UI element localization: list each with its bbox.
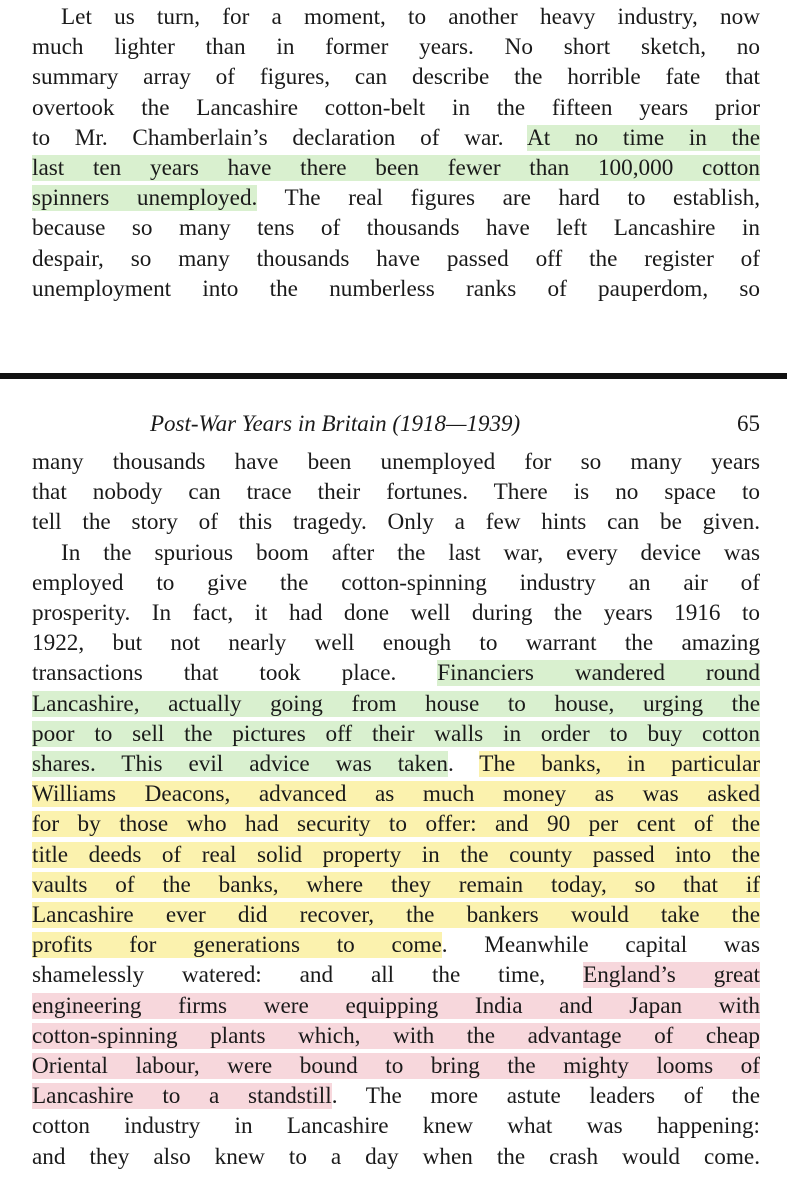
text-line <box>32 689 760 719</box>
text-line <box>32 507 760 537</box>
text-segment: much lighter than in former years. No short sketch, no <box>32 34 760 61</box>
text-segment: because so many tens of thousands have left Lancashire in <box>32 215 760 242</box>
text-segment: despair, so many thousands have passed off the register of <box>32 245 760 272</box>
text-segment: In the spurious boom after the last war, every device was <box>61 539 760 566</box>
text-segment: unemployment into the numberless ranks of pauperdom, so <box>32 275 760 302</box>
text-line <box>32 779 760 809</box>
page-header <box>32 405 760 445</box>
page-divider <box>0 373 787 379</box>
text-line <box>32 447 760 477</box>
top-page-text <box>32 0 760 304</box>
text-line <box>32 93 760 123</box>
text-line <box>32 749 760 779</box>
text-line <box>32 628 760 658</box>
text-line <box>32 568 760 598</box>
text-segment: The real figures are hard to establish, <box>257 185 760 212</box>
text-line <box>32 1021 760 1051</box>
highlight-pink: England’s great <box>583 962 760 989</box>
text-line <box>32 1142 760 1172</box>
text-segment: . Meanwhile capital was <box>441 932 760 959</box>
highlight-yellow: The banks, in particular <box>479 751 760 778</box>
text-line <box>32 2 760 32</box>
highlight-yellow: Lancashire ever did recover, the bankers would take the <box>32 902 760 929</box>
text-segment: shamelessly watered: and all the time, <box>32 962 584 989</box>
text-segment: that nobody can trace their fortunes. There is no space to <box>32 479 760 506</box>
highlight-green: spinners unemployed. <box>32 185 258 212</box>
highlight-green: last ten years have there been fewer than 100,000 cotton <box>32 155 760 182</box>
text-segment: prosperity. In fact, it had done well during the years 1916 to <box>32 600 760 627</box>
running-title: Post-War Years in Britain (1918—1939) <box>150 411 521 436</box>
highlight-green: shares. This evil advice was taken <box>32 751 448 778</box>
text-line <box>32 809 760 839</box>
highlight-yellow: title deeds of real solid property in the county passed into the <box>32 841 760 868</box>
text-segment: to Mr. Chamberlain’s declaration of war. <box>32 124 527 151</box>
highlight-pink: cotton-spinning plants which, with the advantage of cheap <box>32 1022 760 1049</box>
text-line <box>32 62 760 92</box>
text-line <box>32 213 760 243</box>
text-line <box>32 991 760 1021</box>
text-line <box>32 658 760 688</box>
highlight-yellow: vaults of the banks, where they remain today, so that if <box>32 871 760 898</box>
text-segment: tell the story of this tragedy. Only a few hints can be given. <box>32 509 760 536</box>
text-line <box>32 32 760 62</box>
highlight-yellow: profits for generations to come <box>32 932 442 959</box>
highlight-pink: Oriental labour, were bound to bring the mighty looms of <box>32 1053 760 1080</box>
highlight-yellow: Williams Deacons, advanced as much money as was asked <box>32 781 760 808</box>
highlight-green: Financiers wandered round <box>437 660 760 687</box>
text-line <box>32 930 760 960</box>
text-line <box>32 900 760 930</box>
text-line <box>32 274 760 304</box>
highlight-green: At no time in the <box>527 124 760 151</box>
highlight-green: Lancashire, actually going from house to house, urging the <box>32 690 760 717</box>
text-segment: transactions that took place. <box>32 660 438 687</box>
text-line <box>32 870 760 900</box>
text-segment: summary array of figures, can describe the horrible fate that <box>32 64 760 91</box>
highlight-pink: engineering firms were equipping India and Japan with <box>32 992 760 1019</box>
text-segment: cotton industry in Lancashire knew what was happening: <box>32 1113 760 1140</box>
text-line <box>32 153 760 183</box>
text-segment: 1922, but not nearly well enough to warrant the amazing <box>32 630 760 657</box>
text-line <box>32 719 760 749</box>
text-segment: Let us turn, for a moment, to another heavy industry, now <box>61 4 760 30</box>
text-line <box>32 598 760 628</box>
text-segment: and they also knew to a day when the crash would come. <box>32 1143 760 1170</box>
highlight-pink: Lancashire to a standstill <box>32 1083 332 1110</box>
text-line <box>32 538 760 568</box>
text-line <box>32 1111 760 1141</box>
text-line <box>32 183 760 213</box>
text-line <box>32 960 760 990</box>
bottom-page-text <box>32 445 760 1172</box>
text-line <box>32 477 760 507</box>
top-page-fragment <box>0 0 787 330</box>
text-line <box>32 244 760 274</box>
text-segment: . <box>447 751 480 778</box>
highlight-yellow: for by those who had security to offer: and 90 per cent of the <box>32 811 760 838</box>
text-segment: . The more astute leaders of the <box>331 1083 760 1110</box>
text-segment: overtook the Lancashire cotton-belt in the fifteen years prior <box>32 94 760 121</box>
text-line <box>32 1081 760 1111</box>
text-segment: many thousands have been unemployed for so many years <box>32 449 760 475</box>
highlight-green: poor to sell the pictures off their walls in order to buy cotton <box>32 720 760 747</box>
text-line <box>32 840 760 870</box>
text-line <box>32 123 760 153</box>
text-line <box>32 1051 760 1081</box>
text-segment: employed to give the cotton-spinning industry an air of <box>32 569 760 596</box>
page-number: 65 <box>737 411 760 436</box>
bottom-page <box>0 405 787 1172</box>
